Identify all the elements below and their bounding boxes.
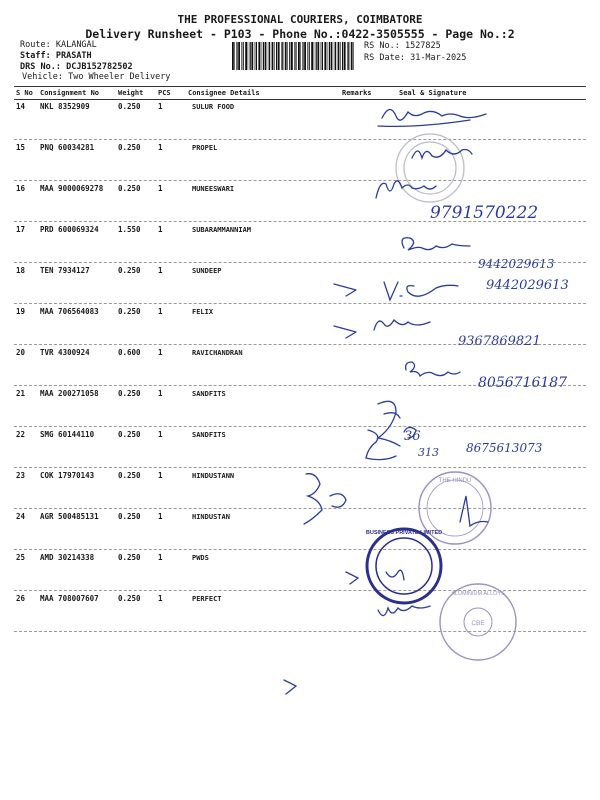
barcode-bar <box>258 42 260 70</box>
cell-consignment: NKL 8352909 <box>40 102 90 111</box>
cell-consignment: PNQ 60034281 <box>40 143 95 152</box>
cell-weight: 0.250 <box>118 102 141 111</box>
barcode-bar <box>287 42 288 70</box>
runsheet-subtitle: Delivery Runsheet - P103 - Phone No.:0422-3505555 - Page No.:2 <box>85 27 515 41</box>
col-weight: Weight <box>118 89 144 97</box>
barcode-bar <box>272 42 274 70</box>
handwritten-number-row22a: 36 <box>404 429 421 444</box>
barcode-bar <box>321 42 322 70</box>
col-seal-signature: Seal & Signature <box>399 89 467 97</box>
barcode-bar <box>327 42 328 70</box>
cell-sno: 14 <box>16 102 26 111</box>
barcode-bar <box>340 42 341 70</box>
barcode <box>232 42 356 70</box>
barcode-bar <box>295 42 296 70</box>
cell-consignment: SMG 60144110 <box>40 430 95 439</box>
barcode-bar <box>335 42 336 70</box>
barcode-bar <box>317 42 319 70</box>
handwritten-phone-row18: 9442029613 <box>486 278 569 293</box>
barcode-bar <box>342 42 343 70</box>
barcode-bar <box>285 42 287 70</box>
barcode-bar <box>251 42 253 70</box>
cell-consignment: MAA 706564083 <box>40 307 99 316</box>
drs-value: DCJB152782502 <box>66 62 133 72</box>
rs-no-value: 1527825 <box>404 41 441 51</box>
handwritten-phone-row22: 8675613073 <box>466 441 543 455</box>
stray-check-mark <box>284 680 296 694</box>
barcode-bar <box>248 42 249 70</box>
cell-pcs: 1 <box>158 225 163 234</box>
barcode-bar <box>281 42 282 70</box>
barcode-bar <box>238 42 240 70</box>
cell-sno: 20 <box>16 348 26 357</box>
barcode-bar <box>331 42 333 70</box>
cell-sno: 19 <box>16 307 26 316</box>
cell-weight: 0.250 <box>118 594 141 603</box>
cell-weight: 0.250 <box>118 143 141 152</box>
barcode-bar <box>263 42 264 70</box>
rs-date-line: RS Date: 31-Mar-2025 <box>364 53 467 63</box>
barcode-bar <box>265 42 267 70</box>
barcode-bar <box>276 42 277 70</box>
vehicle-line: Vehicle: Two Wheeler Delivery <box>22 72 171 82</box>
table-row <box>14 426 586 468</box>
cell-consignee: HINDUSTANN <box>192 472 235 480</box>
cell-weight: 0.250 <box>118 266 141 275</box>
table-row <box>14 467 586 509</box>
table-row <box>14 385 586 427</box>
barcode-bar <box>344 42 346 70</box>
cell-pcs: 1 <box>158 471 163 480</box>
table-row <box>14 98 586 140</box>
cell-weight: 1.550 <box>118 225 141 234</box>
cell-consignee: SULUR FOOD <box>192 103 235 111</box>
barcode-bar <box>243 42 244 70</box>
cell-pcs: 1 <box>158 184 163 193</box>
col-remarks: Remarks <box>342 89 372 97</box>
barcode-bar <box>255 42 256 70</box>
table-row <box>14 303 586 345</box>
col-pcs: PCS <box>158 89 171 97</box>
barcode-bar <box>324 42 326 70</box>
table-row <box>14 221 586 263</box>
barcode-bar <box>274 42 275 70</box>
barcode-bar <box>338 42 340 70</box>
cell-consignee: FELIX <box>192 308 214 316</box>
cell-pcs: 1 <box>158 553 163 562</box>
cell-pcs: 1 <box>158 389 163 398</box>
cell-consignee: SUBARAMMANNIAM <box>192 226 252 234</box>
barcode-bar <box>268 42 269 70</box>
barcode-bar <box>311 42 313 70</box>
table-row <box>14 262 586 304</box>
barcode-bar <box>309 42 310 70</box>
route-line: Route: KALANGAL <box>20 40 97 50</box>
cell-consignee: MUNEESWARI <box>192 185 235 193</box>
table-row <box>14 344 586 386</box>
barcode-bar <box>348 42 349 70</box>
barcode-bar <box>314 42 315 70</box>
table-row <box>14 180 586 222</box>
table-row <box>14 549 586 591</box>
company-title: THE PROFESSIONAL COURIERS, COIMBATORE <box>177 13 423 26</box>
cell-consignment: AMD 30214338 <box>40 553 95 562</box>
barcode-bar <box>298 42 300 70</box>
barcode-bar <box>256 42 257 70</box>
cell-consignment: MAA 9000069278 <box>40 184 104 193</box>
cell-sno: 25 <box>16 553 26 562</box>
handwritten-phone-row20: 8056716187 <box>478 375 568 391</box>
barcode-bar <box>351 42 353 70</box>
cell-consignee: SUNDEEP <box>192 267 222 275</box>
cell-consignee: PROPEL <box>192 144 218 152</box>
cell-consignment: TVR 4300924 <box>40 348 90 357</box>
handwritten-phone-row16: 9791570222 <box>430 203 539 223</box>
cell-pcs: 1 <box>158 348 163 357</box>
rs-no-line: RS No.: 1527825 <box>364 41 441 51</box>
cell-sno: 18 <box>16 266 26 275</box>
cell-consignee: PERFECT <box>192 595 222 603</box>
cell-consignment: MAA 708007607 <box>40 594 99 603</box>
cell-consignment: COK 17970143 <box>40 471 95 480</box>
cell-pcs: 1 <box>158 512 163 521</box>
handwritten-number-row22b: 313 <box>418 446 439 459</box>
barcode-bar <box>322 42 323 70</box>
cell-weight: 0.250 <box>118 184 141 193</box>
cell-consignment: TEN 7934127 <box>40 266 90 275</box>
handwritten-phone-row19: 9367869821 <box>458 334 541 349</box>
stamp-text-row25: BUSINESS PRIVATE LIMITED <box>365 530 443 536</box>
cell-pcs: 1 <box>158 594 163 603</box>
staff-line: Staff: PRASATH <box>20 51 92 61</box>
stamp-text-row24: THE HINDU <box>438 478 472 484</box>
cell-consignment: AGR 500485131 <box>40 512 99 521</box>
barcode-bar <box>307 42 308 70</box>
vehicle-value: Two Wheeler Delivery <box>68 72 171 82</box>
cell-weight: 0.250 <box>118 389 141 398</box>
cell-sno: 21 <box>16 389 26 398</box>
cell-weight: 0.250 <box>118 471 141 480</box>
barcode-bar <box>294 42 295 70</box>
cell-sno: 16 <box>16 184 26 193</box>
barcode-bar <box>289 42 290 70</box>
cell-sno: 17 <box>16 225 26 234</box>
barcode-bar <box>234 42 235 70</box>
cell-sno: 15 <box>16 143 26 152</box>
cell-consignee: RAVICHANDRAN <box>192 349 243 357</box>
barcode-bar <box>302 42 303 70</box>
col-sno: S No <box>16 89 33 97</box>
rs-date-value: 31-Mar-2025 <box>410 53 467 63</box>
barcode-bar <box>304 42 306 70</box>
drs-line: DRS No.: DCJB152782502 <box>20 62 133 72</box>
cell-pcs: 1 <box>158 102 163 111</box>
barcode-bar <box>334 42 335 70</box>
cell-consignee: HINDUSTAN <box>192 513 230 521</box>
barcode-bar <box>269 42 270 70</box>
barcode-bar <box>250 42 251 70</box>
barcode-bar <box>291 42 293 70</box>
stamp-text-row26: ALUMINIUM ALLOYS <box>451 591 505 597</box>
table-row <box>14 590 586 632</box>
cell-consignment: PRD 600069324 <box>40 225 99 234</box>
barcode-bar <box>316 42 317 70</box>
cell-pcs: 1 <box>158 266 163 275</box>
barcode-bar <box>347 42 348 70</box>
route-value: KALANGAL <box>55 40 97 50</box>
cell-consignee: PWDS <box>192 554 209 562</box>
barcode-bar <box>236 42 237 70</box>
handwritten-phone-row17: 9442029613 <box>478 257 555 271</box>
cell-consignee: SANDFITS <box>192 390 226 398</box>
barcode-bar <box>282 42 283 70</box>
barcode-bar <box>261 42 262 70</box>
cell-consignment: MAA 200271058 <box>40 389 99 398</box>
cell-weight: 0.250 <box>118 430 141 439</box>
barcode-bar <box>300 42 301 70</box>
barcode-bar <box>232 42 234 70</box>
barcode-bar <box>353 42 354 70</box>
cell-weight: 0.250 <box>118 553 141 562</box>
cell-sno: 23 <box>16 471 26 480</box>
barcode-bar <box>329 42 330 70</box>
cell-sno: 26 <box>16 594 26 603</box>
barcode-bar <box>245 42 247 70</box>
barcode-bar <box>241 42 242 70</box>
cell-sno: 22 <box>16 430 26 439</box>
staff-value: PRASATH <box>55 51 92 61</box>
cell-sno: 24 <box>16 512 26 521</box>
barcode-bar <box>278 42 280 70</box>
cell-pcs: 1 <box>158 307 163 316</box>
table-row <box>14 508 586 550</box>
cell-pcs: 1 <box>158 143 163 152</box>
cell-consignee: SANDFITS <box>192 431 226 439</box>
table-row <box>14 139 586 181</box>
cell-weight: 0.600 <box>118 348 141 357</box>
col-consignee: Consignee Details <box>188 89 260 97</box>
col-consignment: Consignment No <box>40 89 100 97</box>
cell-pcs: 1 <box>158 430 163 439</box>
cell-weight: 0.250 <box>118 512 141 521</box>
cell-weight: 0.250 <box>118 307 141 316</box>
stamp-city-row26: CBE <box>471 620 485 627</box>
